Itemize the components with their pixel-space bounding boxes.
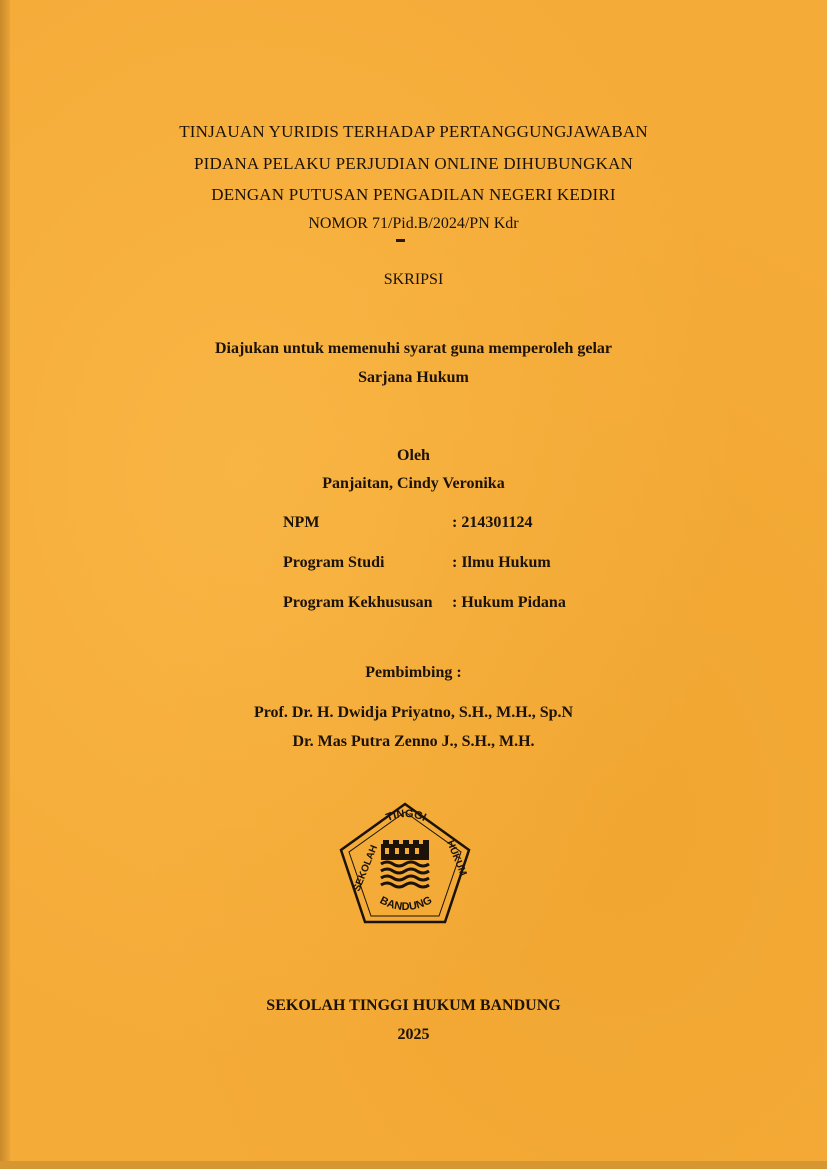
bottom-edge bbox=[0, 1161, 827, 1169]
field-value-program-studi: : Ilmu Hukum bbox=[452, 554, 551, 571]
field-label-program-studi: Program Studi bbox=[283, 554, 385, 571]
logo-text-left: SEKOLAH bbox=[351, 843, 381, 894]
logo-text-right: HUKUM bbox=[444, 839, 469, 878]
logo-text-bottom: BANDUNG bbox=[377, 894, 434, 914]
purpose-line-2: Sarjana Hukum bbox=[358, 369, 469, 386]
year: 2025 bbox=[397, 1026, 430, 1043]
field-label-program-kekhususan: Program Kekhususan bbox=[283, 594, 433, 611]
title-line-2: PIDANA PELAKU PERJUDIAN ONLINE DIHUBUNGKAN bbox=[193, 154, 634, 173]
institution-logo-icon bbox=[335, 800, 475, 928]
logo-text-top: TINGGI bbox=[384, 807, 428, 825]
institution-name: SEKOLAH TINGGI HUKUM BANDUNG bbox=[266, 997, 561, 1014]
supervisor-1: Prof. Dr. H. Dwidja Priyatno, S.H., M.H., Sp.N bbox=[253, 704, 574, 721]
supervisor-label: Pembimbing : bbox=[365, 664, 462, 681]
logo-fortress-emblem bbox=[381, 840, 429, 887]
supervisor-2: Dr. Mas Putra Zenno J., S.H., M.H. bbox=[292, 733, 535, 750]
field-value-npm: : 214301124 bbox=[452, 514, 533, 531]
author-name: Panjaitan, Cindy Veronika bbox=[322, 475, 505, 492]
field-label-npm: NPM bbox=[283, 514, 320, 531]
title-line-1: TINJAUAN YURIDIS TERHADAP PERTANGGUNGJAWABAN bbox=[179, 122, 648, 141]
dash-mark bbox=[396, 239, 405, 242]
title-line-3: DENGAN PUTUSAN PENGADILAN NEGERI KEDIRI bbox=[211, 185, 616, 204]
book-spine-edge bbox=[0, 0, 10, 1169]
purpose-line-1: Diajukan untuk memenuhi syarat guna memperoleh gelar bbox=[214, 340, 613, 357]
field-value-program-kekhususan: : Hukum Pidana bbox=[452, 594, 566, 611]
document-type: SKRIPSI bbox=[383, 271, 444, 288]
by-label: Oleh bbox=[397, 447, 430, 464]
title-line-4: NOMOR 71/Pid.B/2024/PN Kdr bbox=[308, 215, 519, 232]
